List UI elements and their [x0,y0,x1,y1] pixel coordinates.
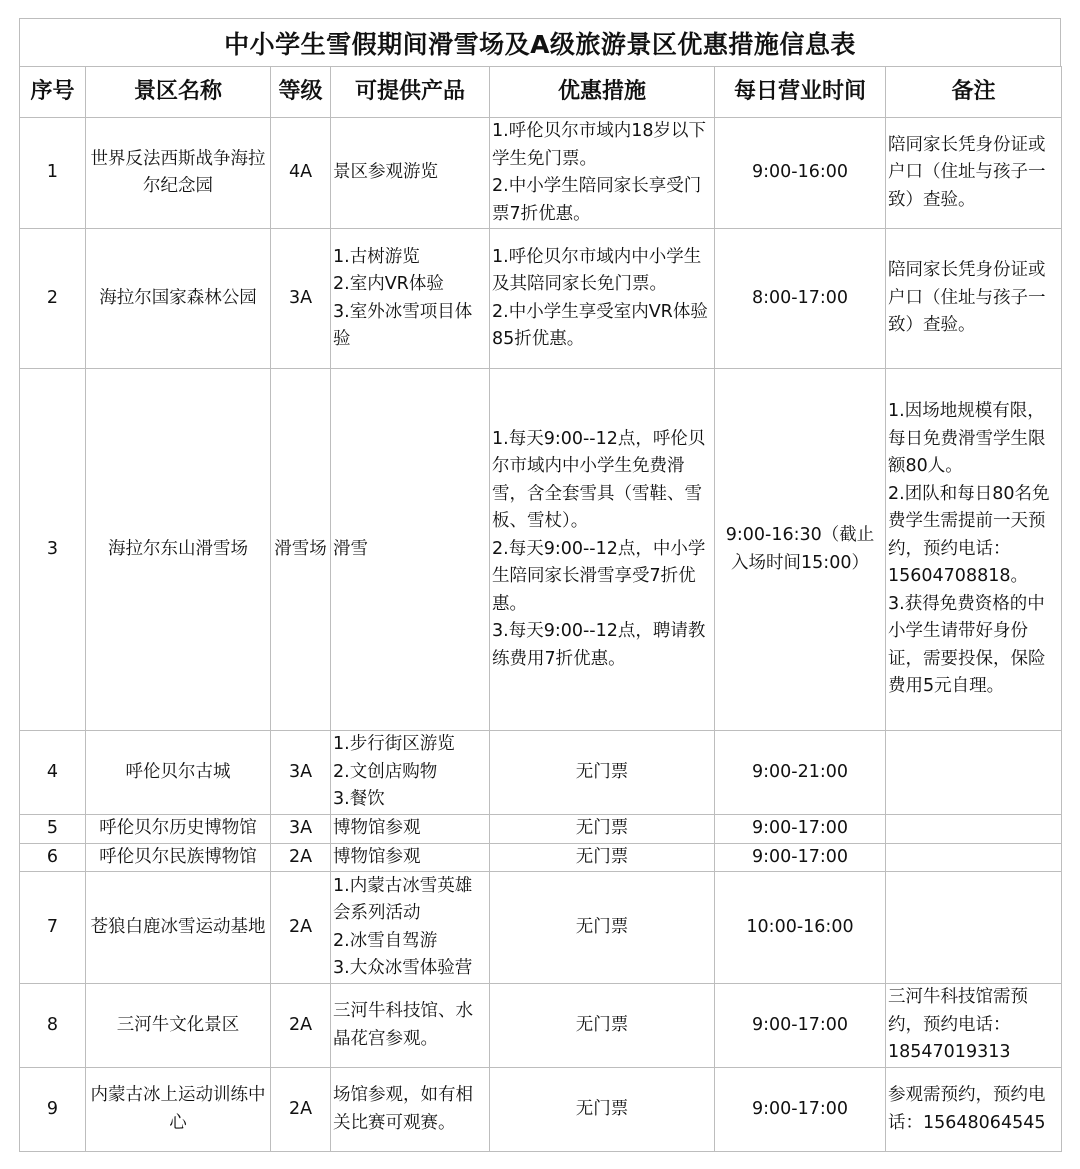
cell-name: 苍狼白鹿冰雪运动基地 [86,872,271,984]
cell-remark: 1.因场地规模有限，每日免费滑雪学生限额80人。 2.团队和每日80名免费学生需提前一天预约，预约电话：15604708818。 3.获得免费资格的中小学生请带好身份证，需要投保，保险费用5元自理。 [886,369,1062,731]
cell-level: 滑雪场 [271,369,331,731]
info-table [19,66,1062,1152]
cell-products: 1.内蒙古冰雪英雄会系列活动 2.冰雪自驾游 3.大众冰雪体验营 [331,872,490,984]
cell-no: 6 [20,843,86,872]
cell-discount: 无门票 [490,984,715,1068]
table-row [20,984,1062,1068]
cell-name: 三河牛文化景区 [86,984,271,1068]
cell-name: 海拉尔国家森林公园 [86,229,271,369]
cell-remark [886,872,1062,984]
cell-remark [886,843,1062,872]
cell-products: 1.古树游览 2.室内VR体验 3.室外冰雪项目体验 [331,229,490,369]
cell-discount: 无门票 [490,731,715,815]
cell-products: 三河牛科技馆、水晶花宫参观。 [331,984,490,1068]
cell-products: 1.步行街区游览 2.文创店购物 3.餐饮 [331,731,490,815]
header-name: 景区名称 [86,67,271,118]
cell-discount: 1.每天9:00--12点，呼伦贝尔市域内中小学生免费滑雪，含全套雪具（雪鞋、雪板、雪杖）。 2.每天9:00--12点，中小学生陪同家长滑雪享受7折优惠。 3.每天9:00--12点，聘请教练费用7折优惠。 [490,369,715,731]
cell-remark: 三河牛科技馆需预约，预约电话：18547019313 [886,984,1062,1068]
cell-name: 海拉尔东山滑雪场 [86,369,271,731]
cell-no: 3 [20,369,86,731]
cell-discount: 无门票 [490,815,715,844]
cell-name: 内蒙古冰上运动训练中心 [86,1068,271,1152]
cell-hours: 9:00-16:00 [715,118,886,229]
cell-products: 博物馆参观 [331,815,490,844]
cell-discount: 1.呼伦贝尔市域内中小学生及其陪同家长免门票。 2.中小学生享受室内VR体验85折优惠。 [490,229,715,369]
cell-hours: 9:00-17:00 [715,815,886,844]
cell-hours: 9:00-16:30（截止入场时间15:00） [715,369,886,731]
header-row [20,67,1062,118]
cell-level: 2A [271,843,331,872]
cell-name: 呼伦贝尔古城 [86,731,271,815]
header-level: 等级 [271,67,331,118]
table-title: 中小学生雪假期间滑雪场及A级旅游景区优惠措施信息表 [224,29,856,59]
cell-remark [886,815,1062,844]
cell-products: 景区参观游览 [331,118,490,229]
cell-hours: 10:00-16:00 [715,872,886,984]
cell-hours: 9:00-21:00 [715,731,886,815]
cell-discount: 无门票 [490,843,715,872]
cell-products: 博物馆参观 [331,843,490,872]
table-row [20,815,1062,844]
cell-level: 2A [271,872,331,984]
header-products: 可提供产品 [331,67,490,118]
header-hours: 每日营业时间 [715,67,886,118]
cell-name: 呼伦贝尔民族博物馆 [86,843,271,872]
cell-products: 场馆参观，如有相关比赛可观赛。 [331,1068,490,1152]
cell-name: 呼伦贝尔历史博物馆 [86,815,271,844]
cell-level: 3A [271,731,331,815]
cell-no: 8 [20,984,86,1068]
table-row [20,229,1062,369]
cell-no: 7 [20,872,86,984]
cell-level: 2A [271,984,331,1068]
table-row [20,872,1062,984]
cell-products: 滑雪 [331,369,490,731]
cell-discount: 无门票 [490,1068,715,1152]
table-row [20,1068,1062,1152]
cell-discount: 无门票 [490,872,715,984]
cell-remark: 参观需预约，预约电话：15648064545 [886,1068,1062,1152]
cell-remark: 陪同家长凭身份证或户口（住址与孩子一致）查验。 [886,229,1062,369]
table-row [20,843,1062,872]
table-row [20,731,1062,815]
cell-remark [886,731,1062,815]
cell-discount: 1.呼伦贝尔市域内18岁以下学生免门票。 2.中小学生陪同家长享受门票7折优惠。 [490,118,715,229]
cell-no: 4 [20,731,86,815]
title-row [19,18,1061,66]
cell-remark: 陪同家长凭身份证或户口（住址与孩子一致）查验。 [886,118,1062,229]
header-remark: 备注 [886,67,1062,118]
cell-no: 1 [20,118,86,229]
cell-level: 3A [271,229,331,369]
cell-level: 2A [271,1068,331,1152]
header-no: 序号 [20,67,86,118]
header-discount: 优惠措施 [490,67,715,118]
cell-hours: 9:00-17:00 [715,1068,886,1152]
table-row [20,369,1062,731]
table-row [20,118,1062,229]
cell-no: 2 [20,229,86,369]
cell-level: 3A [271,815,331,844]
cell-hours: 8:00-17:00 [715,229,886,369]
cell-name: 世界反法西斯战争海拉尔纪念园 [86,118,271,229]
cell-level: 4A [271,118,331,229]
cell-hours: 9:00-17:00 [715,984,886,1068]
cell-no: 5 [20,815,86,844]
cell-hours: 9:00-17:00 [715,843,886,872]
cell-no: 9 [20,1068,86,1152]
